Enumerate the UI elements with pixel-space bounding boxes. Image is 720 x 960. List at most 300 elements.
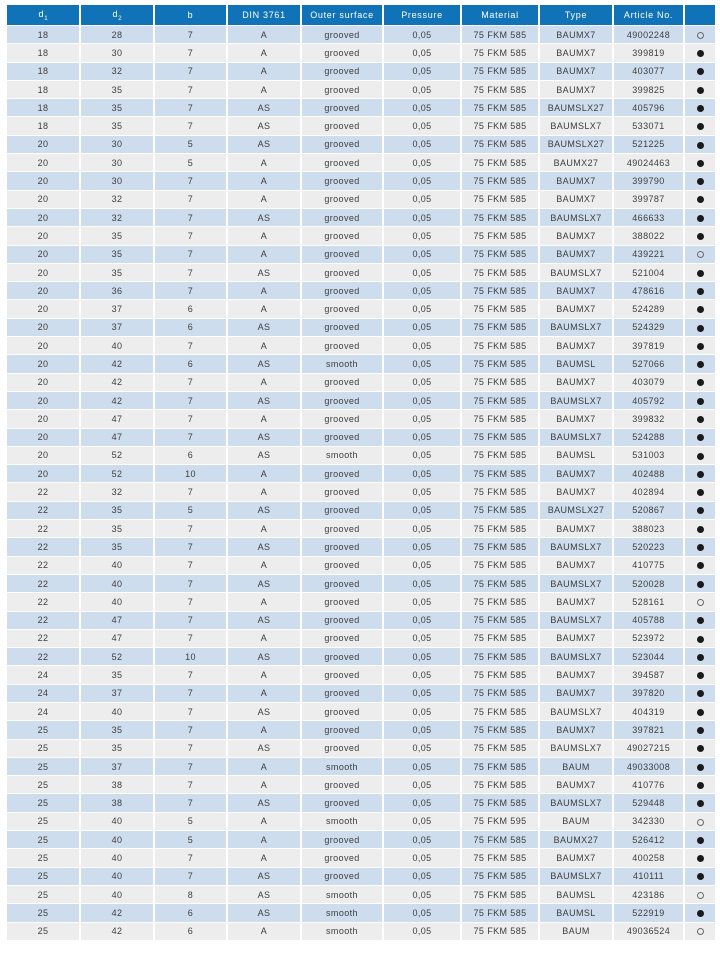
cell-outer-surface: grooved — [302, 849, 382, 866]
cell-din-3761: A — [228, 813, 300, 830]
table-row — [7, 666, 715, 683]
cell-material: 75 FKM 585 — [462, 520, 538, 537]
cell-d2: 30 — [81, 172, 153, 189]
cell-b: 6 — [155, 447, 226, 464]
cell-d2: 35 — [81, 81, 153, 98]
cell-availability — [685, 575, 715, 592]
cell-outer-surface: grooved — [302, 666, 382, 683]
cell-b: 7 — [155, 630, 226, 647]
availability-filled-circle-icon — [697, 581, 704, 588]
cell-article-no: 397821 — [614, 721, 683, 738]
cell-material: 75 FKM 585 — [462, 904, 538, 921]
cell-d1: 20 — [7, 227, 79, 244]
table-row — [7, 44, 715, 61]
availability-filled-circle-icon — [697, 379, 704, 386]
cell-availability — [685, 227, 715, 244]
table-row — [7, 740, 715, 757]
cell-material: 75 FKM 585 — [462, 593, 538, 610]
cell-d2: 32 — [81, 63, 153, 80]
cell-article-no: 49036524 — [614, 923, 683, 940]
cell-din-3761: A — [228, 227, 300, 244]
cell-b: 10 — [155, 648, 226, 665]
cell-type: BAUMX7 — [540, 593, 612, 610]
cell-article-no: 388022 — [614, 227, 683, 244]
cell-material: 75 FKM 585 — [462, 447, 538, 464]
availability-filled-circle-icon — [697, 87, 704, 94]
cell-availability — [685, 191, 715, 208]
cell-type: BAUMSLX7 — [540, 575, 612, 592]
cell-b: 5 — [155, 136, 226, 153]
cell-d1: 20 — [7, 264, 79, 281]
cell-material: 75 FKM 585 — [462, 721, 538, 738]
cell-material: 75 FKM 585 — [462, 392, 538, 409]
cell-type: BAUMSL — [540, 904, 612, 921]
cell-d2: 40 — [81, 593, 153, 610]
cell-din-3761: AS — [228, 209, 300, 226]
table-row — [7, 410, 715, 427]
cell-din-3761: A — [228, 282, 300, 299]
cell-b: 7 — [155, 99, 226, 116]
cell-d1: 25 — [7, 740, 79, 757]
cell-availability — [685, 447, 715, 464]
cell-d1: 20 — [7, 136, 79, 153]
cell-pressure: 0,05 — [384, 99, 460, 116]
cell-pressure: 0,05 — [384, 209, 460, 226]
table-row — [7, 612, 715, 629]
cell-type: BAUMSL — [540, 886, 612, 903]
cell-type: BAUMSLX7 — [540, 117, 612, 134]
cell-availability — [685, 538, 715, 555]
cell-d1: 20 — [7, 172, 79, 189]
cell-pressure: 0,05 — [384, 44, 460, 61]
cell-d2: 35 — [81, 538, 153, 555]
cell-article-no: 524289 — [614, 300, 683, 317]
cell-pressure: 0,05 — [384, 319, 460, 336]
cell-outer-surface: grooved — [302, 831, 382, 848]
cell-d2: 30 — [81, 154, 153, 171]
cell-type: BAUM — [540, 758, 612, 775]
cell-d1: 22 — [7, 520, 79, 537]
cell-pressure: 0,05 — [384, 758, 460, 775]
cell-d2: 47 — [81, 410, 153, 427]
cell-pressure: 0,05 — [384, 648, 460, 665]
cell-type: BAUMX7 — [540, 776, 612, 793]
availability-filled-circle-icon — [697, 562, 704, 569]
cell-article-no: 529448 — [614, 794, 683, 811]
cell-availability — [685, 483, 715, 500]
cell-d1: 25 — [7, 794, 79, 811]
column-header-outer-surface: Outer surface — [302, 5, 382, 25]
cell-type: BAUMSLX7 — [540, 740, 612, 757]
cell-material: 75 FKM 585 — [462, 246, 538, 263]
cell-pressure: 0,05 — [384, 666, 460, 683]
cell-material: 75 FKM 585 — [462, 264, 538, 281]
cell-type: BAUMX7 — [540, 81, 612, 98]
cell-b: 7 — [155, 410, 226, 427]
availability-filled-circle-icon — [697, 398, 704, 405]
cell-article-no: 527066 — [614, 355, 683, 372]
cell-availability — [685, 666, 715, 683]
cell-article-no: 49002248 — [614, 26, 683, 43]
cell-pressure: 0,05 — [384, 429, 460, 446]
cell-material: 75 FKM 585 — [462, 355, 538, 372]
cell-material: 75 FKM 585 — [462, 154, 538, 171]
cell-din-3761: AS — [228, 447, 300, 464]
cell-type: BAUMSLX7 — [540, 429, 612, 446]
table-row — [7, 794, 715, 811]
cell-d2: 40 — [81, 849, 153, 866]
cell-d1: 18 — [7, 63, 79, 80]
table-row — [7, 429, 715, 446]
cell-article-no: 394587 — [614, 666, 683, 683]
cell-type: BAUMSLX7 — [540, 538, 612, 555]
cell-article-no: 405796 — [614, 99, 683, 116]
availability-filled-circle-icon — [697, 910, 704, 917]
cell-outer-surface: smooth — [302, 355, 382, 372]
cell-pressure: 0,05 — [384, 374, 460, 391]
cell-din-3761: A — [228, 81, 300, 98]
cell-article-no: 402894 — [614, 483, 683, 500]
availability-filled-circle-icon — [697, 68, 704, 75]
cell-d2: 40 — [81, 337, 153, 354]
cell-outer-surface: grooved — [302, 483, 382, 500]
cell-availability — [685, 99, 715, 116]
cell-outer-surface: grooved — [302, 776, 382, 793]
cell-b: 7 — [155, 557, 226, 574]
cell-din-3761: AS — [228, 612, 300, 629]
cell-d1: 20 — [7, 209, 79, 226]
table-header-row — [7, 5, 715, 25]
cell-b: 7 — [155, 666, 226, 683]
cell-article-no: 423186 — [614, 886, 683, 903]
cell-material: 75 FKM 585 — [462, 666, 538, 683]
cell-type: BAUMSLX7 — [540, 392, 612, 409]
cell-d1: 20 — [7, 447, 79, 464]
cell-d1: 20 — [7, 319, 79, 336]
cell-type: BAUMSLX7 — [540, 868, 612, 885]
cell-outer-surface: grooved — [302, 575, 382, 592]
cell-b: 5 — [155, 154, 226, 171]
cell-type: BAUMX7 — [540, 63, 612, 80]
cell-d1: 24 — [7, 703, 79, 720]
cell-availability — [685, 392, 715, 409]
availability-filled-circle-icon — [697, 343, 704, 350]
table-row — [7, 282, 715, 299]
cell-type: BAUMX7 — [540, 26, 612, 43]
cell-type: BAUMX7 — [540, 630, 612, 647]
cell-pressure: 0,05 — [384, 685, 460, 702]
cell-material: 75 FKM 585 — [462, 703, 538, 720]
cell-material: 75 FKM 585 — [462, 612, 538, 629]
column-header-subscript: 2 — [118, 15, 122, 22]
cell-availability — [685, 44, 715, 61]
cell-type: BAUMX7 — [540, 465, 612, 482]
cell-b: 6 — [155, 904, 226, 921]
cell-availability — [685, 813, 715, 830]
cell-availability — [685, 557, 715, 574]
cell-availability — [685, 374, 715, 391]
cell-d1: 20 — [7, 154, 79, 171]
availability-filled-circle-icon — [697, 270, 704, 277]
cell-pressure: 0,05 — [384, 154, 460, 171]
cell-article-no: 399790 — [614, 172, 683, 189]
table-row — [7, 685, 715, 702]
cell-article-no: 403077 — [614, 63, 683, 80]
column-header-availability — [685, 5, 715, 25]
cell-b: 7 — [155, 794, 226, 811]
cell-din-3761: A — [228, 337, 300, 354]
availability-filled-circle-icon — [697, 50, 704, 57]
cell-d2: 38 — [81, 794, 153, 811]
availability-filled-circle-icon — [697, 544, 704, 551]
cell-pressure: 0,05 — [384, 538, 460, 555]
table-row — [7, 374, 715, 391]
cell-type: BAUMX7 — [540, 246, 612, 263]
cell-din-3761: A — [228, 483, 300, 500]
cell-d1: 24 — [7, 685, 79, 702]
availability-filled-circle-icon — [697, 178, 704, 185]
table-row — [7, 886, 715, 903]
availability-filled-circle-icon — [697, 471, 704, 478]
cell-pressure: 0,05 — [384, 502, 460, 519]
table-row — [7, 575, 715, 592]
cell-availability — [685, 209, 715, 226]
availability-filled-circle-icon — [697, 196, 704, 203]
cell-b: 5 — [155, 502, 226, 519]
cell-availability — [685, 264, 715, 281]
cell-type: BAUMX7 — [540, 685, 612, 702]
cell-d2: 30 — [81, 136, 153, 153]
cell-d1: 22 — [7, 538, 79, 555]
cell-material: 75 FKM 585 — [462, 410, 538, 427]
cell-availability — [685, 593, 715, 610]
cell-article-no: 523972 — [614, 630, 683, 647]
cell-type: BAUMX7 — [540, 44, 612, 61]
cell-d1: 20 — [7, 355, 79, 372]
cell-material: 75 FKM 585 — [462, 538, 538, 555]
table-row — [7, 227, 715, 244]
cell-d1: 20 — [7, 246, 79, 263]
cell-availability — [685, 868, 715, 885]
table-row — [7, 483, 715, 500]
cell-material: 75 FKM 585 — [462, 740, 538, 757]
cell-availability — [685, 502, 715, 519]
table-row — [7, 246, 715, 263]
column-header-din-3761: DIN 3761 — [228, 5, 300, 25]
table-row — [7, 209, 715, 226]
availability-filled-circle-icon — [697, 782, 704, 789]
cell-d2: 35 — [81, 99, 153, 116]
cell-d1: 24 — [7, 666, 79, 683]
availability-filled-circle-icon — [697, 160, 704, 167]
cell-d2: 40 — [81, 703, 153, 720]
cell-outer-surface: grooved — [302, 81, 382, 98]
cell-pressure: 0,05 — [384, 483, 460, 500]
cell-pressure: 0,05 — [384, 172, 460, 189]
cell-availability — [685, 776, 715, 793]
cell-outer-surface: grooved — [302, 99, 382, 116]
cell-b: 6 — [155, 300, 226, 317]
table-row — [7, 831, 715, 848]
cell-type: BAUMX7 — [540, 849, 612, 866]
cell-material: 75 FKM 585 — [462, 172, 538, 189]
cell-din-3761: AS — [228, 538, 300, 555]
cell-article-no: 397820 — [614, 685, 683, 702]
cell-type: BAUMX7 — [540, 410, 612, 427]
availability-filled-circle-icon — [697, 325, 704, 332]
cell-outer-surface: grooved — [302, 593, 382, 610]
cell-d2: 37 — [81, 300, 153, 317]
cell-type: BAUMX27 — [540, 831, 612, 848]
cell-outer-surface: grooved — [302, 721, 382, 738]
cell-din-3761: A — [228, 26, 300, 43]
cell-availability — [685, 831, 715, 848]
cell-d2: 40 — [81, 813, 153, 830]
cell-b: 7 — [155, 538, 226, 555]
table-row — [7, 172, 715, 189]
cell-availability — [685, 520, 715, 537]
cell-material: 75 FKM 585 — [462, 117, 538, 134]
cell-pressure: 0,05 — [384, 740, 460, 757]
cell-outer-surface: smooth — [302, 904, 382, 921]
cell-outer-surface: smooth — [302, 886, 382, 903]
cell-outer-surface: grooved — [302, 703, 382, 720]
cell-din-3761: A — [228, 721, 300, 738]
cell-b: 8 — [155, 886, 226, 903]
cell-din-3761: AS — [228, 904, 300, 921]
cell-d1: 25 — [7, 776, 79, 793]
cell-din-3761: A — [228, 630, 300, 647]
cell-type: BAUMX7 — [540, 282, 612, 299]
cell-b: 7 — [155, 264, 226, 281]
cell-din-3761: A — [228, 666, 300, 683]
cell-article-no: 520028 — [614, 575, 683, 592]
cell-din-3761: AS — [228, 355, 300, 372]
cell-availability — [685, 703, 715, 720]
cell-b: 7 — [155, 721, 226, 738]
cell-din-3761: A — [228, 374, 300, 391]
cell-din-3761: A — [228, 465, 300, 482]
cell-availability — [685, 740, 715, 757]
cell-b: 7 — [155, 172, 226, 189]
cell-din-3761: AS — [228, 392, 300, 409]
cell-type: BAUMSLX7 — [540, 209, 612, 226]
cell-d1: 22 — [7, 575, 79, 592]
cell-type: BAUMX7 — [540, 374, 612, 391]
cell-material: 75 FKM 585 — [462, 44, 538, 61]
cell-material: 75 FKM 585 — [462, 465, 538, 482]
cell-d1: 20 — [7, 282, 79, 299]
cell-outer-surface: smooth — [302, 758, 382, 775]
cell-b: 7 — [155, 520, 226, 537]
cell-din-3761: A — [228, 191, 300, 208]
cell-d1: 22 — [7, 502, 79, 519]
cell-article-no: 410111 — [614, 868, 683, 885]
cell-d2: 32 — [81, 483, 153, 500]
table-row — [7, 538, 715, 555]
cell-outer-surface: grooved — [302, 392, 382, 409]
cell-article-no: 397819 — [614, 337, 683, 354]
availability-filled-circle-icon — [697, 105, 704, 112]
cell-pressure: 0,05 — [384, 520, 460, 537]
cell-d2: 30 — [81, 44, 153, 61]
cell-pressure: 0,05 — [384, 63, 460, 80]
cell-d1: 25 — [7, 831, 79, 848]
cell-d1: 18 — [7, 26, 79, 43]
cell-b: 7 — [155, 849, 226, 866]
cell-d2: 42 — [81, 904, 153, 921]
cell-pressure: 0,05 — [384, 794, 460, 811]
table-row — [7, 99, 715, 116]
table-row — [7, 502, 715, 519]
cell-d1: 22 — [7, 557, 79, 574]
cell-din-3761: AS — [228, 794, 300, 811]
cell-b: 10 — [155, 465, 226, 482]
table-row — [7, 300, 715, 317]
table-row — [7, 813, 715, 830]
availability-filled-circle-icon — [697, 142, 704, 149]
cell-d2: 47 — [81, 612, 153, 629]
cell-type: BAUMSLX7 — [540, 794, 612, 811]
cell-article-no: 521225 — [614, 136, 683, 153]
cell-material: 75 FKM 585 — [462, 26, 538, 43]
cell-outer-surface: smooth — [302, 447, 382, 464]
cell-type: BAUMX7 — [540, 520, 612, 537]
availability-empty-circle-icon — [697, 599, 704, 606]
cell-availability — [685, 758, 715, 775]
availability-filled-circle-icon — [697, 288, 704, 295]
cell-din-3761: AS — [228, 264, 300, 281]
cell-outer-surface: grooved — [302, 154, 382, 171]
cell-article-no: 478616 — [614, 282, 683, 299]
cell-b: 7 — [155, 209, 226, 226]
cell-material: 75 FKM 585 — [462, 758, 538, 775]
cell-outer-surface: grooved — [302, 868, 382, 885]
availability-empty-circle-icon — [697, 32, 704, 39]
cell-material: 75 FKM 585 — [462, 868, 538, 885]
cell-outer-surface: grooved — [302, 502, 382, 519]
table-row — [7, 392, 715, 409]
availability-filled-circle-icon — [697, 617, 704, 624]
cell-b: 7 — [155, 758, 226, 775]
cell-availability — [685, 172, 715, 189]
cell-d2: 42 — [81, 355, 153, 372]
cell-d1: 18 — [7, 99, 79, 116]
cell-din-3761: A — [228, 410, 300, 427]
cell-d1: 25 — [7, 849, 79, 866]
cell-availability — [685, 923, 715, 940]
cell-b: 7 — [155, 63, 226, 80]
column-header-d1: $d_1$ — [7, 5, 79, 25]
cell-b: 6 — [155, 319, 226, 336]
cell-din-3761: A — [228, 300, 300, 317]
cell-d2: 35 — [81, 721, 153, 738]
cell-availability — [685, 81, 715, 98]
cell-availability — [685, 648, 715, 665]
cell-material: 75 FKM 585 — [462, 63, 538, 80]
cell-material: 75 FKM 585 — [462, 209, 538, 226]
cell-pressure: 0,05 — [384, 355, 460, 372]
cell-availability — [685, 410, 715, 427]
cell-outer-surface: grooved — [302, 410, 382, 427]
cell-b: 7 — [155, 483, 226, 500]
cell-material: 75 FKM 585 — [462, 300, 538, 317]
cell-pressure: 0,05 — [384, 557, 460, 574]
cell-din-3761: A — [228, 246, 300, 263]
cell-article-no: 49024463 — [614, 154, 683, 171]
cell-b: 7 — [155, 392, 226, 409]
cell-b: 5 — [155, 813, 226, 830]
